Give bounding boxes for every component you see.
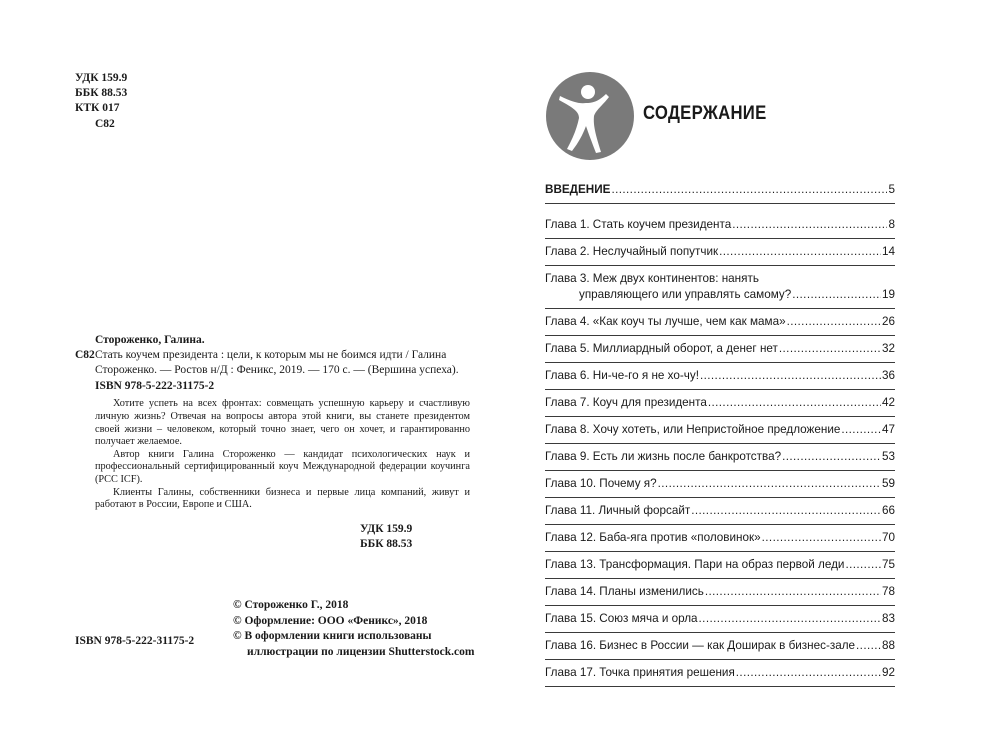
toc-page-number: 78 <box>881 585 895 598</box>
page-title: СОДЕРЖАНИЕ <box>643 103 767 124</box>
toc-label: управляющего или управлять самому? <box>579 288 792 301</box>
toc-dot-leader <box>779 342 881 356</box>
toc-line <box>545 531 895 547</box>
toc-page-number: 5 <box>888 183 895 196</box>
toc-divider <box>545 308 895 309</box>
toc-page-number: 19 <box>881 288 895 301</box>
toc-label: Глава 4. «Как коуч ты лучше, чем как мама» <box>545 315 786 328</box>
toc-dot-leader <box>700 369 881 383</box>
toc-divider <box>545 203 895 204</box>
toc-divider <box>545 497 895 498</box>
toc-label: Глава 3. Меж двух континентов: нанять <box>545 272 759 285</box>
toc-label: Глава 12. Баба-яга против «половинок» <box>545 531 761 544</box>
toc-dot-leader <box>792 288 881 302</box>
toc-line <box>545 315 895 331</box>
toc-page-number: 36 <box>881 369 895 382</box>
toc-divider <box>545 265 895 266</box>
toc-label: Глава 16. Бизнес в России — как Доширак в бизнес-зале <box>545 639 856 652</box>
toc-entry[interactable] <box>545 612 895 633</box>
toc-entry[interactable] <box>545 315 895 336</box>
udk-code: УДК 159.9 <box>360 523 413 535</box>
table-of-contents <box>545 183 895 693</box>
toc-dot-leader <box>841 423 881 437</box>
toc-dot-leader <box>762 531 881 545</box>
toc-page-number: 70 <box>881 531 895 544</box>
toc-page-number: 83 <box>881 612 895 625</box>
toc-page-number: 14 <box>881 245 895 258</box>
catalog-author: Стороженко, Галина. <box>95 334 205 346</box>
toc-entry[interactable] <box>545 639 895 660</box>
toc-page-number: 8 <box>888 218 895 231</box>
toc-dot-leader <box>658 477 881 491</box>
toc-page-number: 42 <box>881 396 895 409</box>
catalog-isbn: ISBN 978-5-222-31175-2 <box>95 380 215 393</box>
toc-label: Глава 15. Союз мяча и орла <box>545 612 698 625</box>
toc-dot-leader <box>719 245 881 259</box>
toc-divider <box>545 238 895 239</box>
toc-divider <box>545 389 895 390</box>
catalog-title-line1: Стать коучем президента : цели, к которым мы не боимся идти / Галина <box>95 349 447 362</box>
isbn-bottom: ISBN 978-5-222-31175-2 <box>75 635 195 647</box>
toc-entry[interactable] <box>545 369 895 390</box>
toc-page-number: 92 <box>881 666 895 679</box>
toc-line <box>545 396 895 412</box>
toc-divider <box>545 551 895 552</box>
toc-label: Глава 7. Коуч для президента <box>545 396 707 409</box>
toc-line <box>545 369 895 385</box>
toc-line <box>545 612 895 628</box>
toc-line <box>545 558 895 574</box>
catalog-record <box>75 333 470 512</box>
annotation-paragraph: Клиенты Галины, собственники бизнеса и первые лица компаний, живут и работают в России, Европе и США. <box>95 486 470 511</box>
toc-label: Глава 11. Личный форсайт <box>545 504 691 517</box>
toc-entry[interactable] <box>545 450 895 471</box>
toc-entry[interactable] <box>545 666 895 687</box>
toc-page-number: 53 <box>881 450 895 463</box>
udk-code: УДК 159.9 <box>75 72 128 84</box>
toc-line <box>545 218 895 234</box>
toc-divider <box>545 659 895 660</box>
copyright-line: © Стороженко Г., 2018 <box>233 599 349 611</box>
toc-label: Глава 8. Хочу хотеть, или Непристойное предложение <box>545 423 841 436</box>
toc-entry[interactable] <box>545 218 895 239</box>
toc-label: Глава 6. Ни-че-го я не хо-чу! <box>545 369 699 382</box>
toc-entry[interactable] <box>545 272 895 309</box>
copyright-block <box>233 598 474 660</box>
toc-page-number: 75 <box>881 558 895 571</box>
vitruvian-figure-logo-icon <box>546 72 634 160</box>
toc-divider <box>545 605 895 606</box>
toc-divider <box>545 632 895 633</box>
copyright-line: © Оформление: ООО «Феникс», 2018 <box>233 614 428 627</box>
toc-dot-leader <box>782 450 881 464</box>
toc-entry[interactable] <box>545 342 895 363</box>
toc-entry[interactable] <box>545 558 895 579</box>
toc-dot-leader <box>732 218 887 232</box>
toc-line <box>545 272 895 288</box>
bbk-code: ББК 88.53 <box>360 538 413 550</box>
toc-line <box>545 477 895 493</box>
toc-entry[interactable] <box>545 531 895 552</box>
toc-divider <box>545 443 895 444</box>
toc-dot-leader <box>611 183 887 197</box>
toc-entry[interactable] <box>545 477 895 498</box>
toc-label: Глава 13. Трансформация. Пари на образ первой леди <box>545 558 845 571</box>
toc-divider <box>545 470 895 471</box>
toc-dot-leader <box>708 396 881 410</box>
toc-label: Глава 17. Точка принятия решения <box>545 666 735 679</box>
toc-line <box>545 450 895 466</box>
classification-codes <box>75 71 127 132</box>
toc-divider <box>545 524 895 525</box>
copyright-line: © В оформлении книги использованы <box>233 630 432 642</box>
toc-dot-leader <box>736 666 881 680</box>
toc-line <box>545 639 895 655</box>
annotation-paragraph: Автор книги Галина Стороженко — кандидат психологических наук и профессиональный сертифицированный коуч Международной федерации коучинга (PCC ICF). <box>95 448 470 485</box>
toc-dot-leader <box>699 612 881 626</box>
right-page <box>500 0 1001 735</box>
toc-page-number: 66 <box>881 504 895 517</box>
toc-divider <box>545 335 895 336</box>
toc-page-number: 32 <box>881 342 895 355</box>
catalog-title-row <box>75 348 470 363</box>
toc-label: Глава 5. Миллиардный оборот, а денег нет <box>545 342 778 355</box>
toc-dot-leader <box>787 315 881 329</box>
toc-line <box>545 183 895 199</box>
catalog-code: С82 <box>75 349 95 362</box>
toc-page-number: 59 <box>881 477 895 490</box>
toc-entry[interactable] <box>545 504 895 525</box>
ktk-code: КТК 017 <box>75 102 120 115</box>
toc-label: Глава 14. Планы изменились <box>545 585 704 598</box>
toc-page-number: 88 <box>881 639 895 652</box>
toc-entry[interactable] <box>545 423 895 444</box>
toc-line <box>545 585 895 601</box>
toc-dot-leader <box>845 558 881 572</box>
toc-line <box>545 666 895 682</box>
author-mark: С82 <box>95 117 115 130</box>
toc-label: ВВЕДЕНИЕ <box>545 183 611 196</box>
toc-divider <box>545 686 895 687</box>
catalog-title-line2: Стороженко. — Ростов н/Д : Феникс, 2019. — 170 с. — (Вершина успеха). <box>95 364 459 377</box>
left-page <box>0 0 500 735</box>
toc-divider <box>545 362 895 363</box>
toc-line <box>545 504 895 520</box>
toc-line <box>545 342 895 358</box>
toc-divider <box>545 578 895 579</box>
toc-label: Глава 2. Неслучайный попутчик <box>545 245 719 258</box>
toc-label: Глава 1. Стать коучем президента <box>545 218 732 231</box>
toc-divider <box>545 416 895 417</box>
toc-page-number: 47 <box>881 423 895 436</box>
toc-label: Глава 9. Есть ли жизнь после банкротства? <box>545 450 782 463</box>
toc-entry[interactable] <box>545 585 895 606</box>
toc-label: Глава 10. Почему я? <box>545 477 657 490</box>
toc-entry[interactable] <box>545 245 895 266</box>
toc-page-number: 26 <box>881 315 895 328</box>
bbk-code: ББК 88.53 <box>75 87 128 100</box>
toc-dot-leader <box>856 639 881 653</box>
toc-line <box>545 423 895 439</box>
toc-dot-leader <box>705 585 881 599</box>
annotation-paragraph: Хотите успеть на всех фронтах: совмещать успешную карьеру и счастливую личную жизнь? Отвечая на вопросы автора этой книги, вы станете президентом своей жизни – человеком, который точно знает, чего он хочет, и гарантированно получает желаемое. <box>95 398 470 448</box>
bottom-classification-codes <box>360 522 412 552</box>
toc-dot-leader <box>691 504 881 518</box>
toc-entry[interactable] <box>545 183 895 204</box>
toc-line <box>545 288 895 304</box>
toc-entry[interactable] <box>545 396 895 417</box>
copyright-line: иллюстрации по лицензии Shutterstock.com <box>247 645 475 658</box>
toc-line <box>545 245 895 261</box>
